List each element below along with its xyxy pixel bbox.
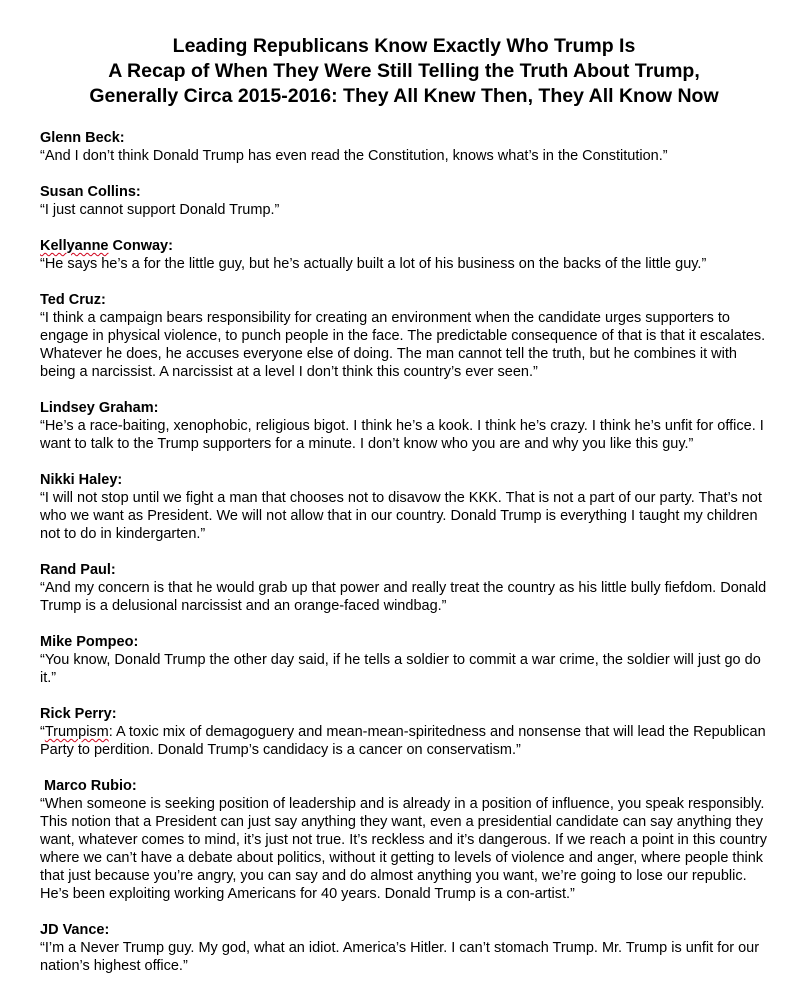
title-line-1: Leading Republicans Know Exactly Who Trump Is <box>172 35 636 57</box>
quote-entry-marco-rubio <box>40 777 768 903</box>
quote-entry-nikki-haley <box>40 471 768 543</box>
speaker-name <box>40 237 768 255</box>
quote-entry-lindsey-graham <box>40 399 768 453</box>
speaker-name: Rick Perry: <box>40 706 117 722</box>
speaker-name: Susan Collins: <box>40 184 141 200</box>
quote-entry-rand-paul <box>40 561 768 615</box>
title-line-2: A Recap of When They Were Still Telling the Truth About Trump, <box>108 60 700 82</box>
quote-entry-rick-perry <box>40 705 768 759</box>
spellcheck-flagged-word[interactable]: Trumpism <box>44 724 109 740</box>
quote-text: “He’s a race-baiting, xenophobic, religious bigot. I think he’s a kook. I think he’s crazy. I think he’s unfit for office. I want to talk to the Trump supporters for a minute. I don’t know who you are and why you like this guy.” <box>40 418 764 452</box>
document-title <box>40 34 768 109</box>
spellcheck-flagged-word[interactable]: Kellyanne <box>40 238 109 254</box>
quote-entry-jd-vance <box>40 921 768 975</box>
quote-entry-kellyanne-conway <box>40 237 768 273</box>
quote-text: “I’m a Never Trump guy. My god, what an idiot. America’s Hitler. I can’t stomach Trump. Mr. Trump is unfit for our nation’s highest office.” <box>40 940 760 974</box>
quote-entry-mike-pompeo <box>40 633 768 687</box>
title-line-3: Generally Circa 2015-2016: They All Knew Then, They All Know Now <box>89 85 719 107</box>
speaker-name: Lindsey Graham: <box>40 400 159 416</box>
quote-text-rest: : A toxic mix of demagoguery and mean-mean-spiritedness and nonsense that will lead the Republican Party to perdition. Donald Trump’s candidacy is a cancer on conservatism.” <box>40 724 766 758</box>
quote-text: “When someone is seeking position of leadership and is already in a position of influence, you speak responsibly. This notion that a President can just say anything they want, even a presidential candidate can say anything they want, whatever comes to mind, it’s just not true. It’s reckless and it’s dangerous. If we reach a point in this country where we can’t have a debate about politics, without it getting to levels of violence and anger, where people think that just because you’re angry, you can say and do almost anything you want, we’re going to lose our republic. He’s been exploiting working Americans for 40 years. Donald Trump is a con-artist.” <box>40 796 767 902</box>
quote-text: “You know, Donald Trump the other day said, if he tells a soldier to commit a war crime, the soldier will just go do it.” <box>40 652 761 686</box>
quote-text: “I just cannot support Donald Trump.” <box>40 202 280 218</box>
quote-open-mark: “ <box>40 724 45 740</box>
speaker-name: JD Vance: <box>40 922 110 938</box>
quote-entry-glenn-beck <box>40 129 768 165</box>
quote-text: “He says he’s a for the little guy, but he’s actually built a lot of his business on the backs of the little guy.” <box>40 256 707 272</box>
speaker-name: Nikki Haley: <box>40 472 123 488</box>
speaker-name: Ted Cruz: <box>40 292 106 308</box>
speaker-name: Mike Pompeo: <box>40 634 139 650</box>
quote-text: “And my concern is that he would grab up that power and really treat the country as his little bully fiefdom. Donald Trump is a delusional narcissist and an orange-faced windbag.” <box>40 580 767 614</box>
quote-entry-susan-collins <box>40 183 768 219</box>
quote-text: “And I don’t think Donald Trump has even read the Constitution, knows what’s in the Constitution.” <box>40 148 668 164</box>
speaker-name-rest: Conway: <box>108 238 173 254</box>
quote-text <box>40 723 768 759</box>
speaker-name: Marco Rubio: <box>40 778 137 794</box>
speaker-name: Glenn Beck: <box>40 130 125 146</box>
quote-text: “I think a campaign bears responsibility for creating an environment when the candidate urges supporters to engage in physical violence, to punch people in the face. The predictable consequence of that is that it escalates. Whatever he does, he accuses everyone else of doing. The man cannot tell the truth, but he combines it with being a narcissist. A narcissist at a level I don’t think this country’s ever seen.” <box>40 310 766 380</box>
quote-text: “I will not stop until we fight a man that chooses not to disavow the KKK. That is not a part of our party. That’s not who we want as President. We will not allow that in our country. Donald Trump is everything I taught my children not to do in kindergarten.” <box>40 490 762 542</box>
quote-entry-ted-cruz <box>40 291 768 381</box>
speaker-name: Rand Paul: <box>40 562 116 578</box>
